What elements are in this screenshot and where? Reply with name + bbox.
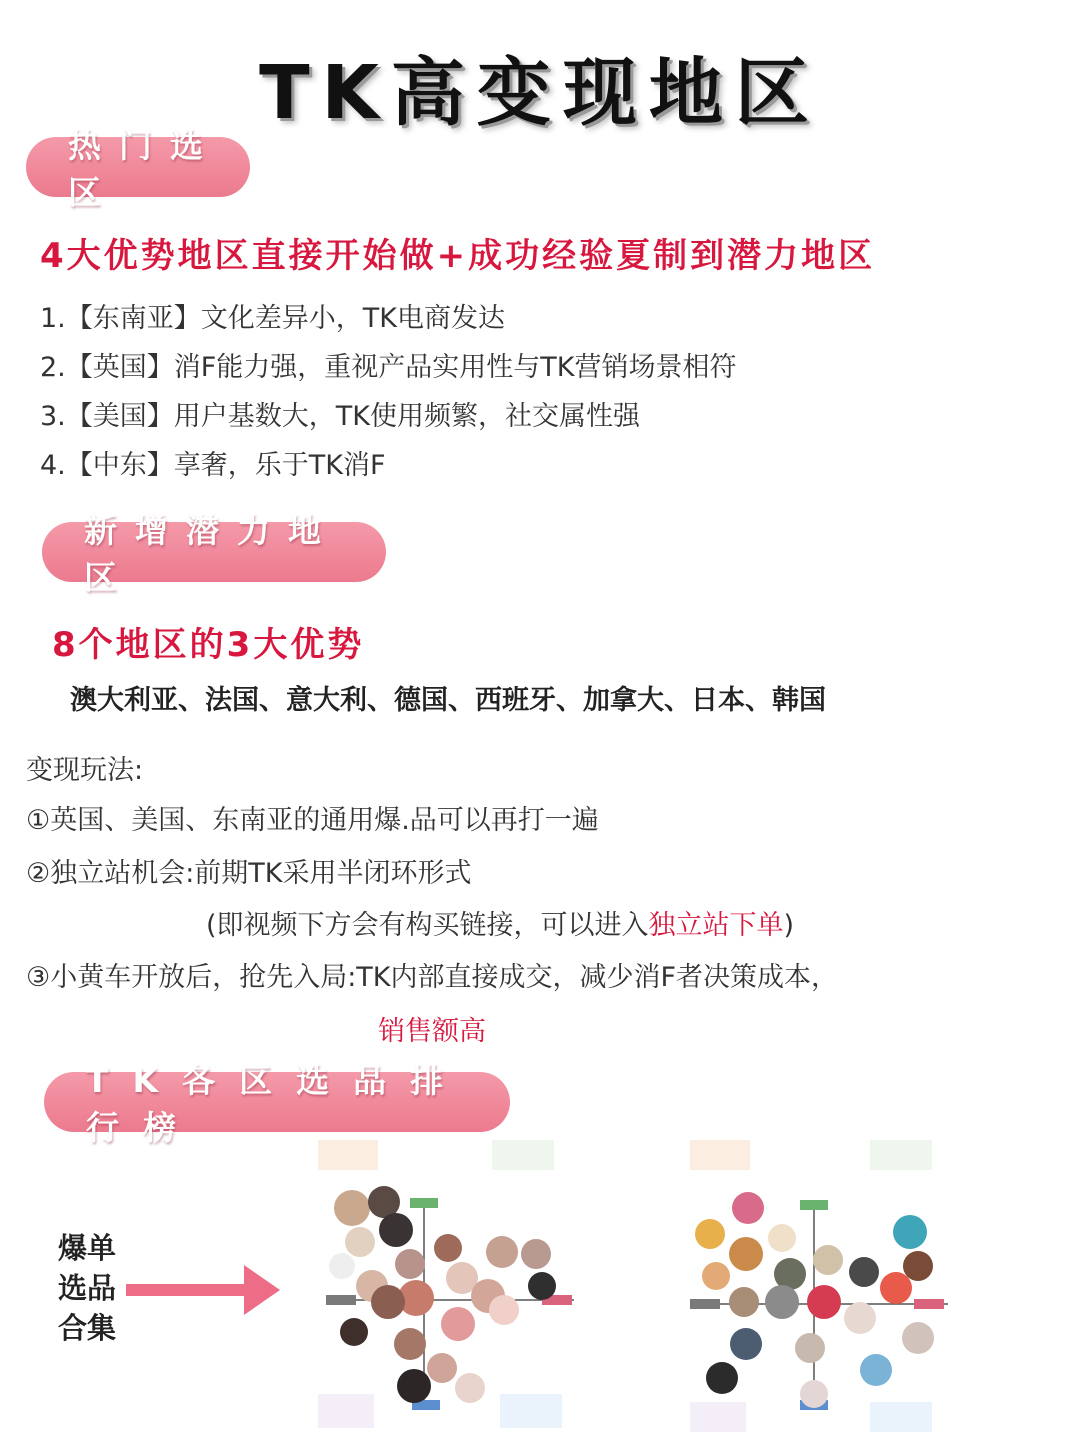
play-item-3-highlight: 销售额高	[378, 1016, 486, 1047]
play-note-text: (即视频下方会有构买链接，可以进入	[206, 910, 649, 941]
play-item-1: ①英国、美国、东南亚的通用爆.品可以再打一遍	[26, 805, 599, 836]
quadrant-label-box	[500, 1394, 562, 1428]
right-arrow-icon	[126, 1265, 280, 1315]
play-title: 变现玩法:	[26, 755, 144, 786]
quadrant-label-box	[870, 1140, 932, 1170]
advantage-region-list	[40, 294, 737, 490]
new-heading: 8个地区的3大优势	[52, 625, 365, 665]
product-matrix-image-2	[686, 1138, 958, 1436]
country-list: 澳大利亚、法国、意大利、德国、西班牙、加拿大、日本、韩国	[70, 685, 826, 716]
collection-label: 爆单选品合集	[58, 1231, 117, 1345]
section-pill-hot: 热门选区	[26, 137, 250, 197]
play-item-2: ②独立站机会:前期TK采用半闭环形式	[26, 858, 472, 889]
hot-heading: 4大优势地区直接开始做+成功经验夏制到潜力地区	[40, 236, 876, 276]
play-item-3: ③小黄车开放后，抢先入局:TK内部直接成交，减少消F者决策成本，	[26, 962, 839, 993]
list-item: 2.【英国】消F能力强，重视产品实用性与TK营销场景相符	[40, 352, 737, 383]
quadrant-label-box	[690, 1402, 746, 1432]
list-item: 4.【中东】享奢，乐于TK消F	[40, 450, 386, 481]
section-pill-new: 新增潜力地区	[42, 522, 386, 582]
list-item: 1.【东南亚】文化差异小，TK电商发达	[40, 303, 505, 334]
play-note-highlight: 独立站下单	[648, 910, 784, 941]
quadrant-label-box	[318, 1140, 378, 1170]
product-matrix-image-1	[312, 1138, 584, 1436]
section-pill-rank: TK各区选品排行榜	[44, 1072, 510, 1132]
quadrant-label-box	[690, 1140, 750, 1170]
quadrant-label-box	[318, 1394, 374, 1428]
page-title: TK高变现地区	[259, 50, 821, 136]
play-note-end: )	[783, 910, 795, 941]
quadrant-label-box	[492, 1140, 554, 1170]
list-item: 3.【美国】用户基数大，TK使用频繁，社交属性强	[40, 401, 640, 432]
play-item-2-note	[206, 903, 794, 942]
quadrant-label-box	[870, 1402, 932, 1432]
